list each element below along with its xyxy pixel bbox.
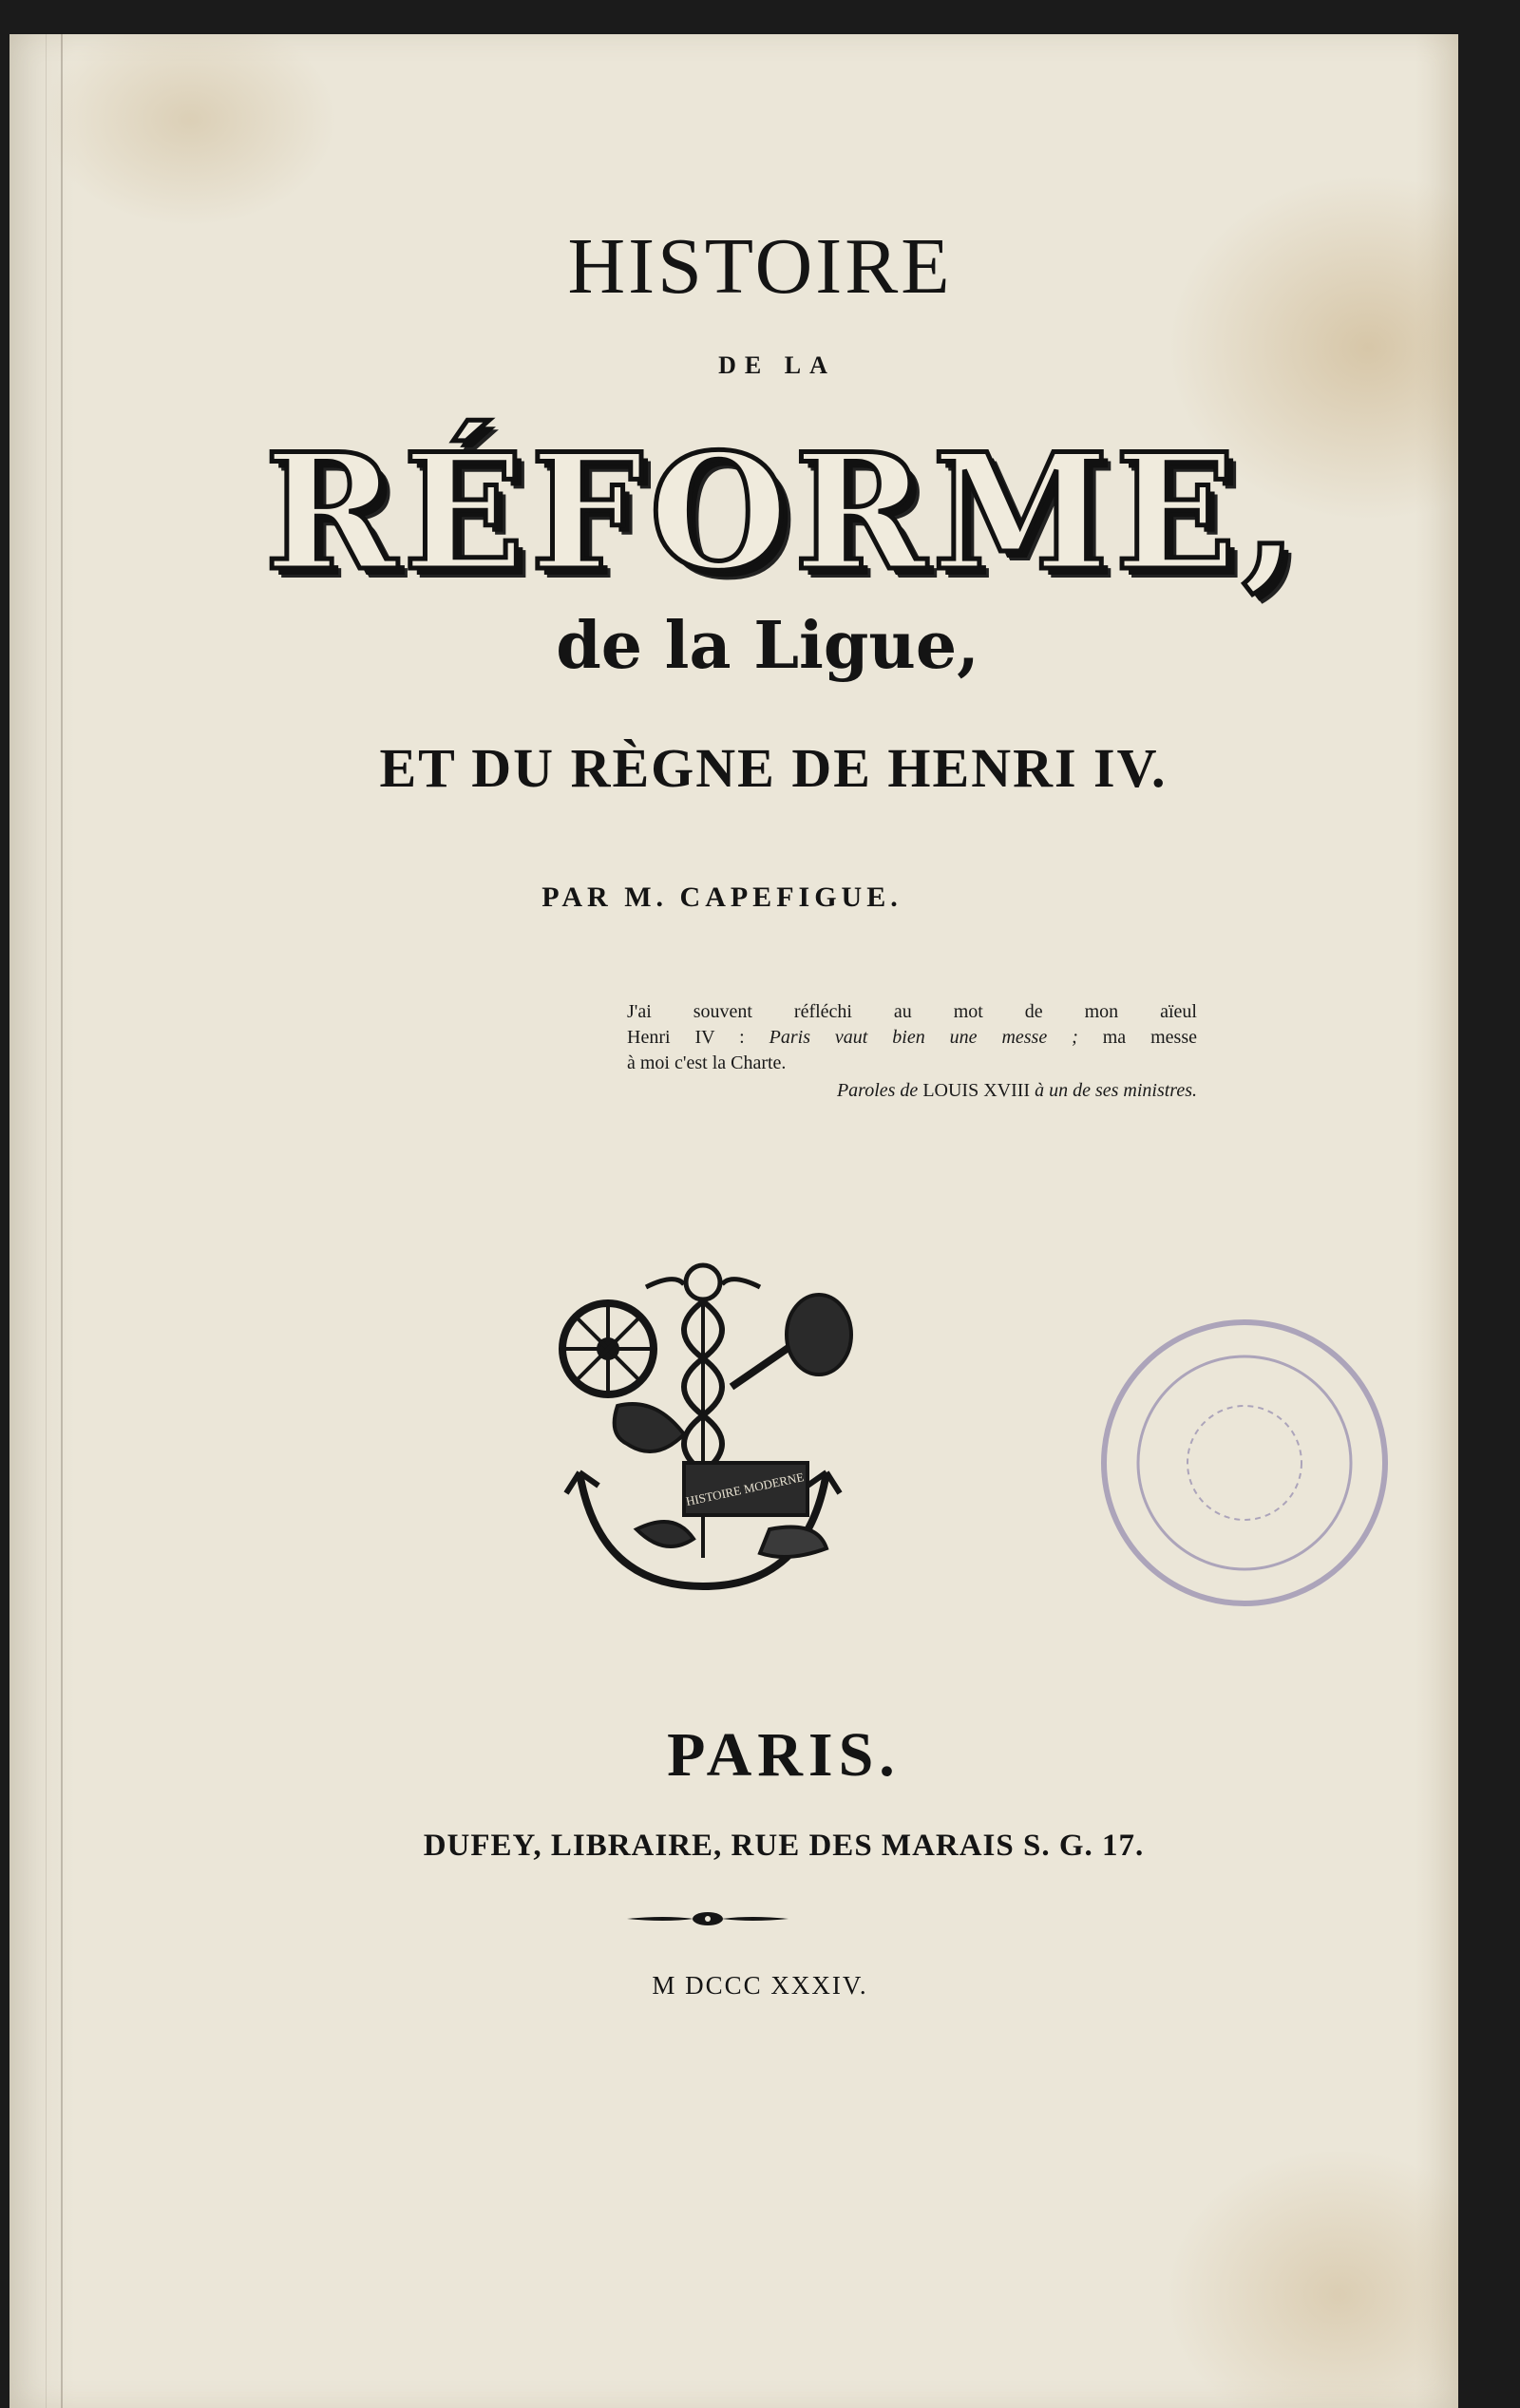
title-de-la-ligue: de la Ligue, (556, 608, 979, 684)
imprint-year: M DCCC XXXIV. (652, 1971, 868, 2000)
title-histoire: HISTOIRE (567, 222, 953, 311)
title-page (10, 34, 1458, 2408)
epigraph (627, 999, 1197, 1104)
epigraph-line-3: à moi c'est la Charte. (627, 1052, 787, 1073)
epigraph-line-1: J'ai souvent réfléchi au mot de mon aïeul (627, 1001, 1197, 1022)
epigraph-attribution: Paroles de LOUIS XVIII à un de ses ministres. (836, 1080, 1197, 1101)
title-regne-henri-iv: ET DU RÈGNE DE HENRI IV. (379, 737, 1168, 799)
emblem-banner-text: HISTOIRE MODERNE (684, 1469, 806, 1509)
binding-edge (46, 34, 47, 2408)
author-line: PAR M. CAPEFIGUE. (542, 882, 902, 913)
binding-gutter (61, 34, 63, 2408)
title-de-la: DE LA (718, 351, 836, 379)
title-reforme: RÉFORME, (264, 418, 1303, 606)
imprint-publisher: DUFEY, LIBRAIRE, RUE DES MARAIS S. G. 17. (423, 1829, 1145, 1863)
epigraph-line-2: Henri IV : Paris vaut bien une messe ; ma messe (627, 1027, 1197, 1048)
rule-ornament-icon (627, 1907, 788, 1930)
printer-emblem-icon (542, 1244, 864, 1615)
library-stamp-icon (1092, 1311, 1396, 1615)
imprint-city: PARIS. (667, 1720, 901, 1790)
